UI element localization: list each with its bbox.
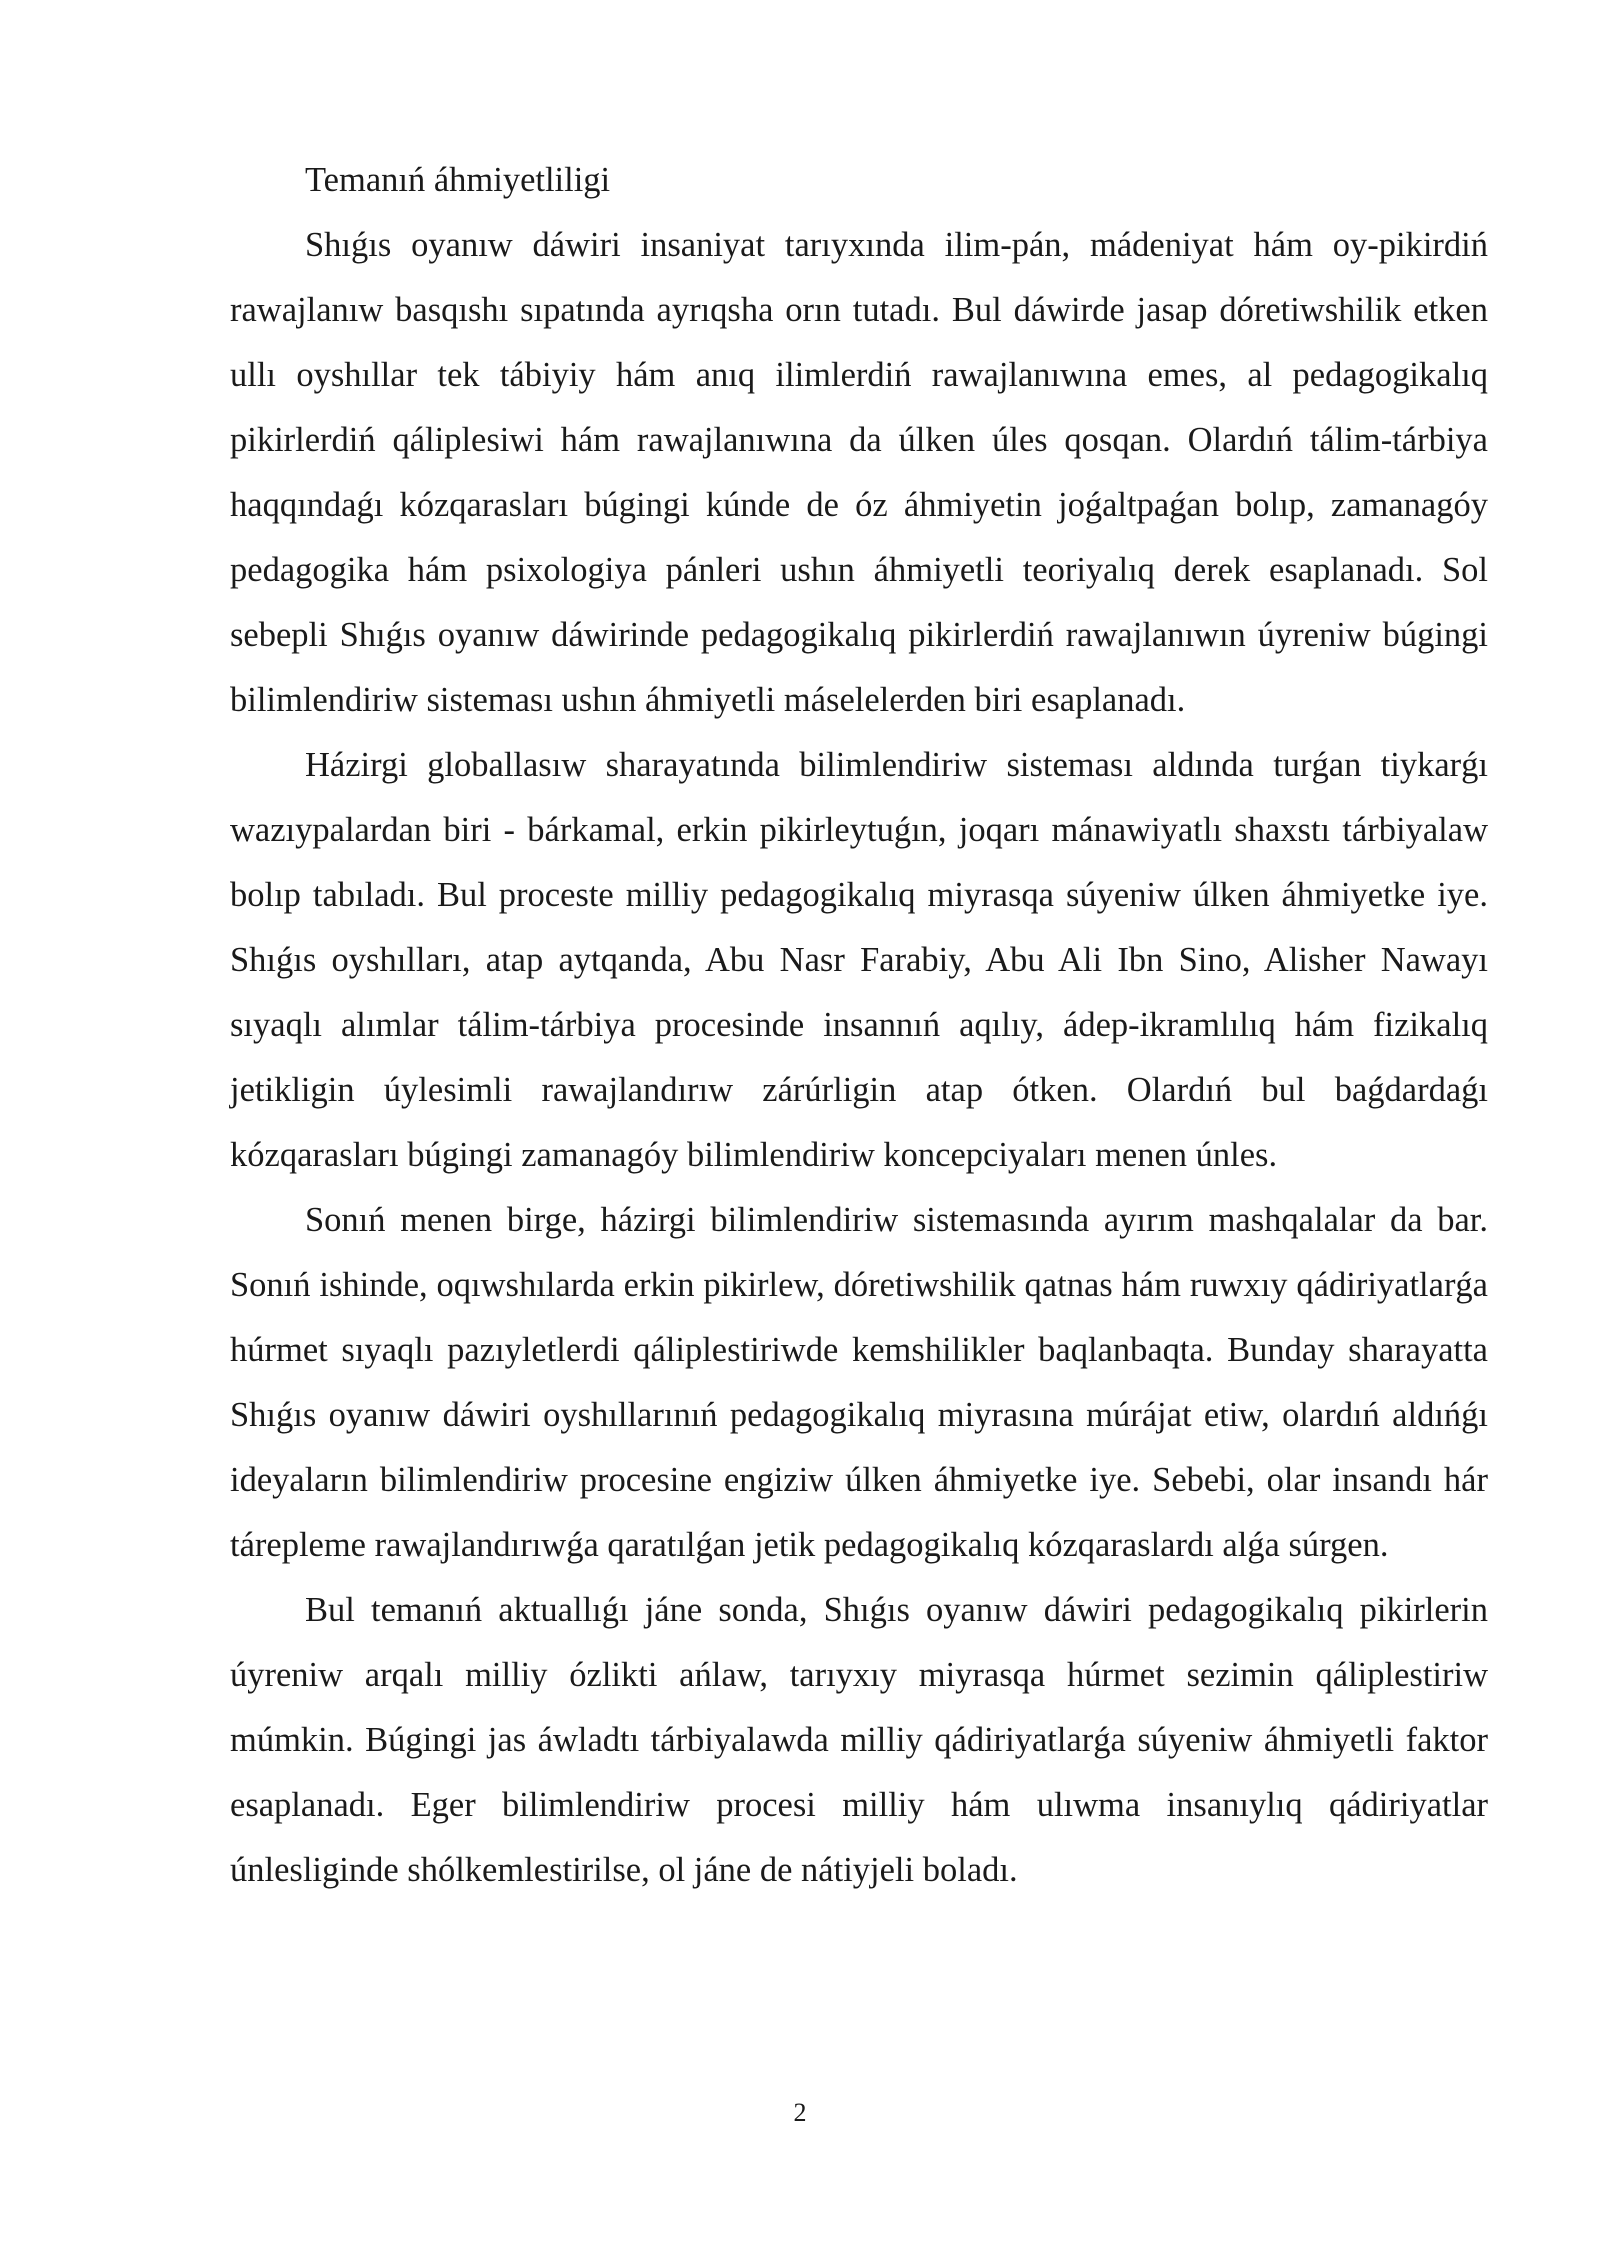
document-body [230, 148, 1488, 1903]
paragraph-3: Sonıń menen birge, házirgi bilimlendiriw sistemasında ayırım mashqalalar da bar. Sonıń ishinde, oqıwshılarda erkin pikirlew, dóretiwshilik qatnas hám ruwxıy qádiriyatlarǵa húrmet sıyaqlı pazıyletlerdi qáliplestiriwde kemshilikler baqlanbaqta. Bunday sharayatta Shıǵıs oyanıw dáwiri oyshıllarınıń pedagogikalıq miyrasına múrájat etiw, olardıń aldıńǵı ideyaların bilimlendiriw procesine engiziw úlken áhmiyetke iye. Sebebi, olar insandı hár tárepleme rawajlandırıwǵa qaratılǵan jetik pedagogikalıq kózqaraslardı alǵa súrgen. [230, 1201, 1488, 1564]
section-heading: Temanıń áhmiyetliligi [305, 161, 611, 199]
paragraph-4: Bul temanıń aktuallıǵı jáne sonda, Shıǵıs oyanıw dáwiri pedagogikalıq pikirlerin úyreniw arqalı milliy ózlikti ańlaw, tarıyxıy miyrasqa húrmet sezimin qáliplestiriw múmkin. Búgingi jas áwladtı tárbiyalawda milliy qádiriyatlarǵa súyeniw áhmiyetli faktor esaplanadı. Eger bilimlendiriw procesi milliy hám ulıwma insanıylıq qádiriyatlar únlesliginde shólkemlestirilse, ol jáne de nátiyjeli boladı. [230, 1591, 1488, 1889]
paragraph-2: Házirgi globallasıw sharayatında bilimlendiriw sisteması aldında turǵan tiykarǵı wazıypalardan biri - bárkamal, erkin pikirleytuǵın, joqarı mánawiyatlı shaxstı tárbiyalaw bolıp tabıladı. Bul proceste milliy pedagogikalıq miyrasqa súyeniw úlken áhmiyetke iye. Shıǵıs oyshılları, atap aytqanda, Abu Nasr Farabiy, Abu Ali Ibn Sino, Alisher Nawayı sıyaqlı alımlar tálim-tárbiya procesinde insannıń aqılıy, ádep-ikramlılıq hám fizikalıq jetikligin úylesimli rawajlandırıw zárúrligin atap ótken. Olardıń bul baǵdardaǵı kózqarasları búgingi zamanagóy bilimlendiriw koncepciyaları menen únles. [230, 746, 1488, 1174]
paragraph-1: Shıǵıs oyanıw dáwiri insaniyat tarıyxında ilim-pán, mádeniyat hám oy-pikirdiń rawajlanıw basqıshı sıpatında ayrıqsha orın tutadı. Bul dáwirde jasap dóretiwshilik etken ullı oyshıllar tek tábiyiy hám anıq ilimlerdiń rawajlanıwına emes, al pedagogikalıq pikirlerdiń qáliplesiwi hám rawajlanıwına da úlken úles qosqan. Olardıń tálim-tárbiya haqqındaǵı kózqarasları búgingi kúnde de óz áhmiyetin joǵaltpaǵan bolıp, zamanagóy pedagogika hám psixologiya pánleri ushın áhmiyetli teoriyalıq derek esaplanadı. Sol sebepli Shıǵıs oyanıw dáwirinde pedagogikalıq pikirlerdiń rawajlanıwın úyreniw búgingi bilimlendiriw sisteması ushın áhmiyetli máselelerden biri esaplanadı. [230, 226, 1488, 719]
page-number: 2 [793, 2098, 807, 2127]
